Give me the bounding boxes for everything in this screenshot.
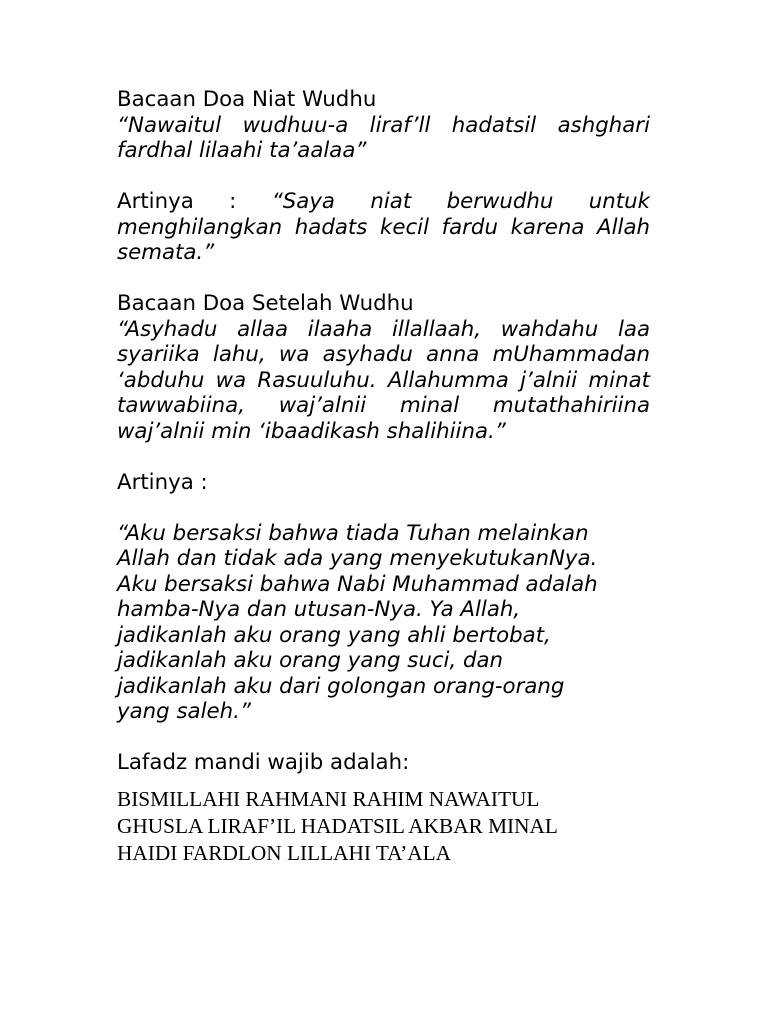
doa-meaning-text bbox=[117, 521, 650, 725]
doa-meaning-line: Aku bersaksi bahwa Nabi Muhammad adalah bbox=[117, 571, 598, 597]
lafadz-line: HAIDI FARDLON LILLAHI TA’ALA bbox=[117, 840, 452, 865]
doa-artinya-label: Artinya : bbox=[117, 469, 208, 495]
doa-label-section bbox=[117, 470, 650, 496]
niat-wudhu-heading: Bacaan Doa Niat Wudhu bbox=[117, 87, 377, 112]
niat-wudhu-section bbox=[117, 87, 650, 164]
doa-meaning-line: Allah dan tidak ada yang menyekutukanNya. bbox=[117, 546, 598, 571]
mandi-wajib-section bbox=[117, 750, 650, 867]
niat-meaning-section bbox=[117, 189, 650, 266]
doa-meaning-line: “Aku bersaksi bahwa tiada Tuhan melainkan bbox=[117, 520, 589, 546]
mandi-wajib-heading: Lafadz mandi wajib adalah: bbox=[117, 750, 410, 775]
doa-meaning-line: hamba-Nya dan utusan-Nya. Ya Allah, bbox=[117, 597, 521, 622]
doa-setelah-wudhu-text: “Asyhadu allaa ilaaha illallaah, wahdahu laa syariika lahu, wa asyhadu anna mUhammadan ‘abduhu wa Rasuuluhu. Allahumma j’alnii minat tawwabiina, waj’alnii minal mutathahiriina waj’alnii min ‘ibaadikash shalihiina.” bbox=[117, 316, 650, 444]
doa-meaning-section bbox=[117, 521, 650, 725]
doa-meaning-line: jadikanlah aku orang yang suci, dan bbox=[117, 648, 504, 673]
niat-wudhu-text: “Nawaitul wudhuu-a liraf’ll hadatsil ashghari fardhal lilaahi ta’aalaa” bbox=[117, 112, 650, 163]
lafadz-line: GHUSLA LIRAF’IL HADATSIL AKBAR MINAL bbox=[117, 813, 558, 838]
mandi-wajib-lafadz bbox=[117, 786, 650, 867]
doa-meaning-line: yang saleh.” bbox=[117, 699, 251, 724]
doa-setelah-wudhu-heading: Bacaan Doa Setelah Wudhu bbox=[117, 291, 414, 316]
doa-meaning-line: jadikanlah aku dari golongan orang-orang bbox=[117, 673, 565, 699]
niat-meaning-text: “Saya niat berwudhu untuk menghilangkan hadats kecil fardu karena Allah semata.” bbox=[117, 189, 650, 265]
doa-meaning-line: jadikanlah aku orang yang ahli bertobat, bbox=[117, 622, 551, 648]
artinya-label: Artinya : bbox=[117, 189, 237, 214]
doa-setelah-wudhu-section bbox=[117, 291, 650, 444]
lafadz-line: BISMILLAHI RAHMANI RAHIM NAWAITUL bbox=[117, 786, 540, 811]
niat-meaning-paragraph bbox=[117, 189, 650, 266]
